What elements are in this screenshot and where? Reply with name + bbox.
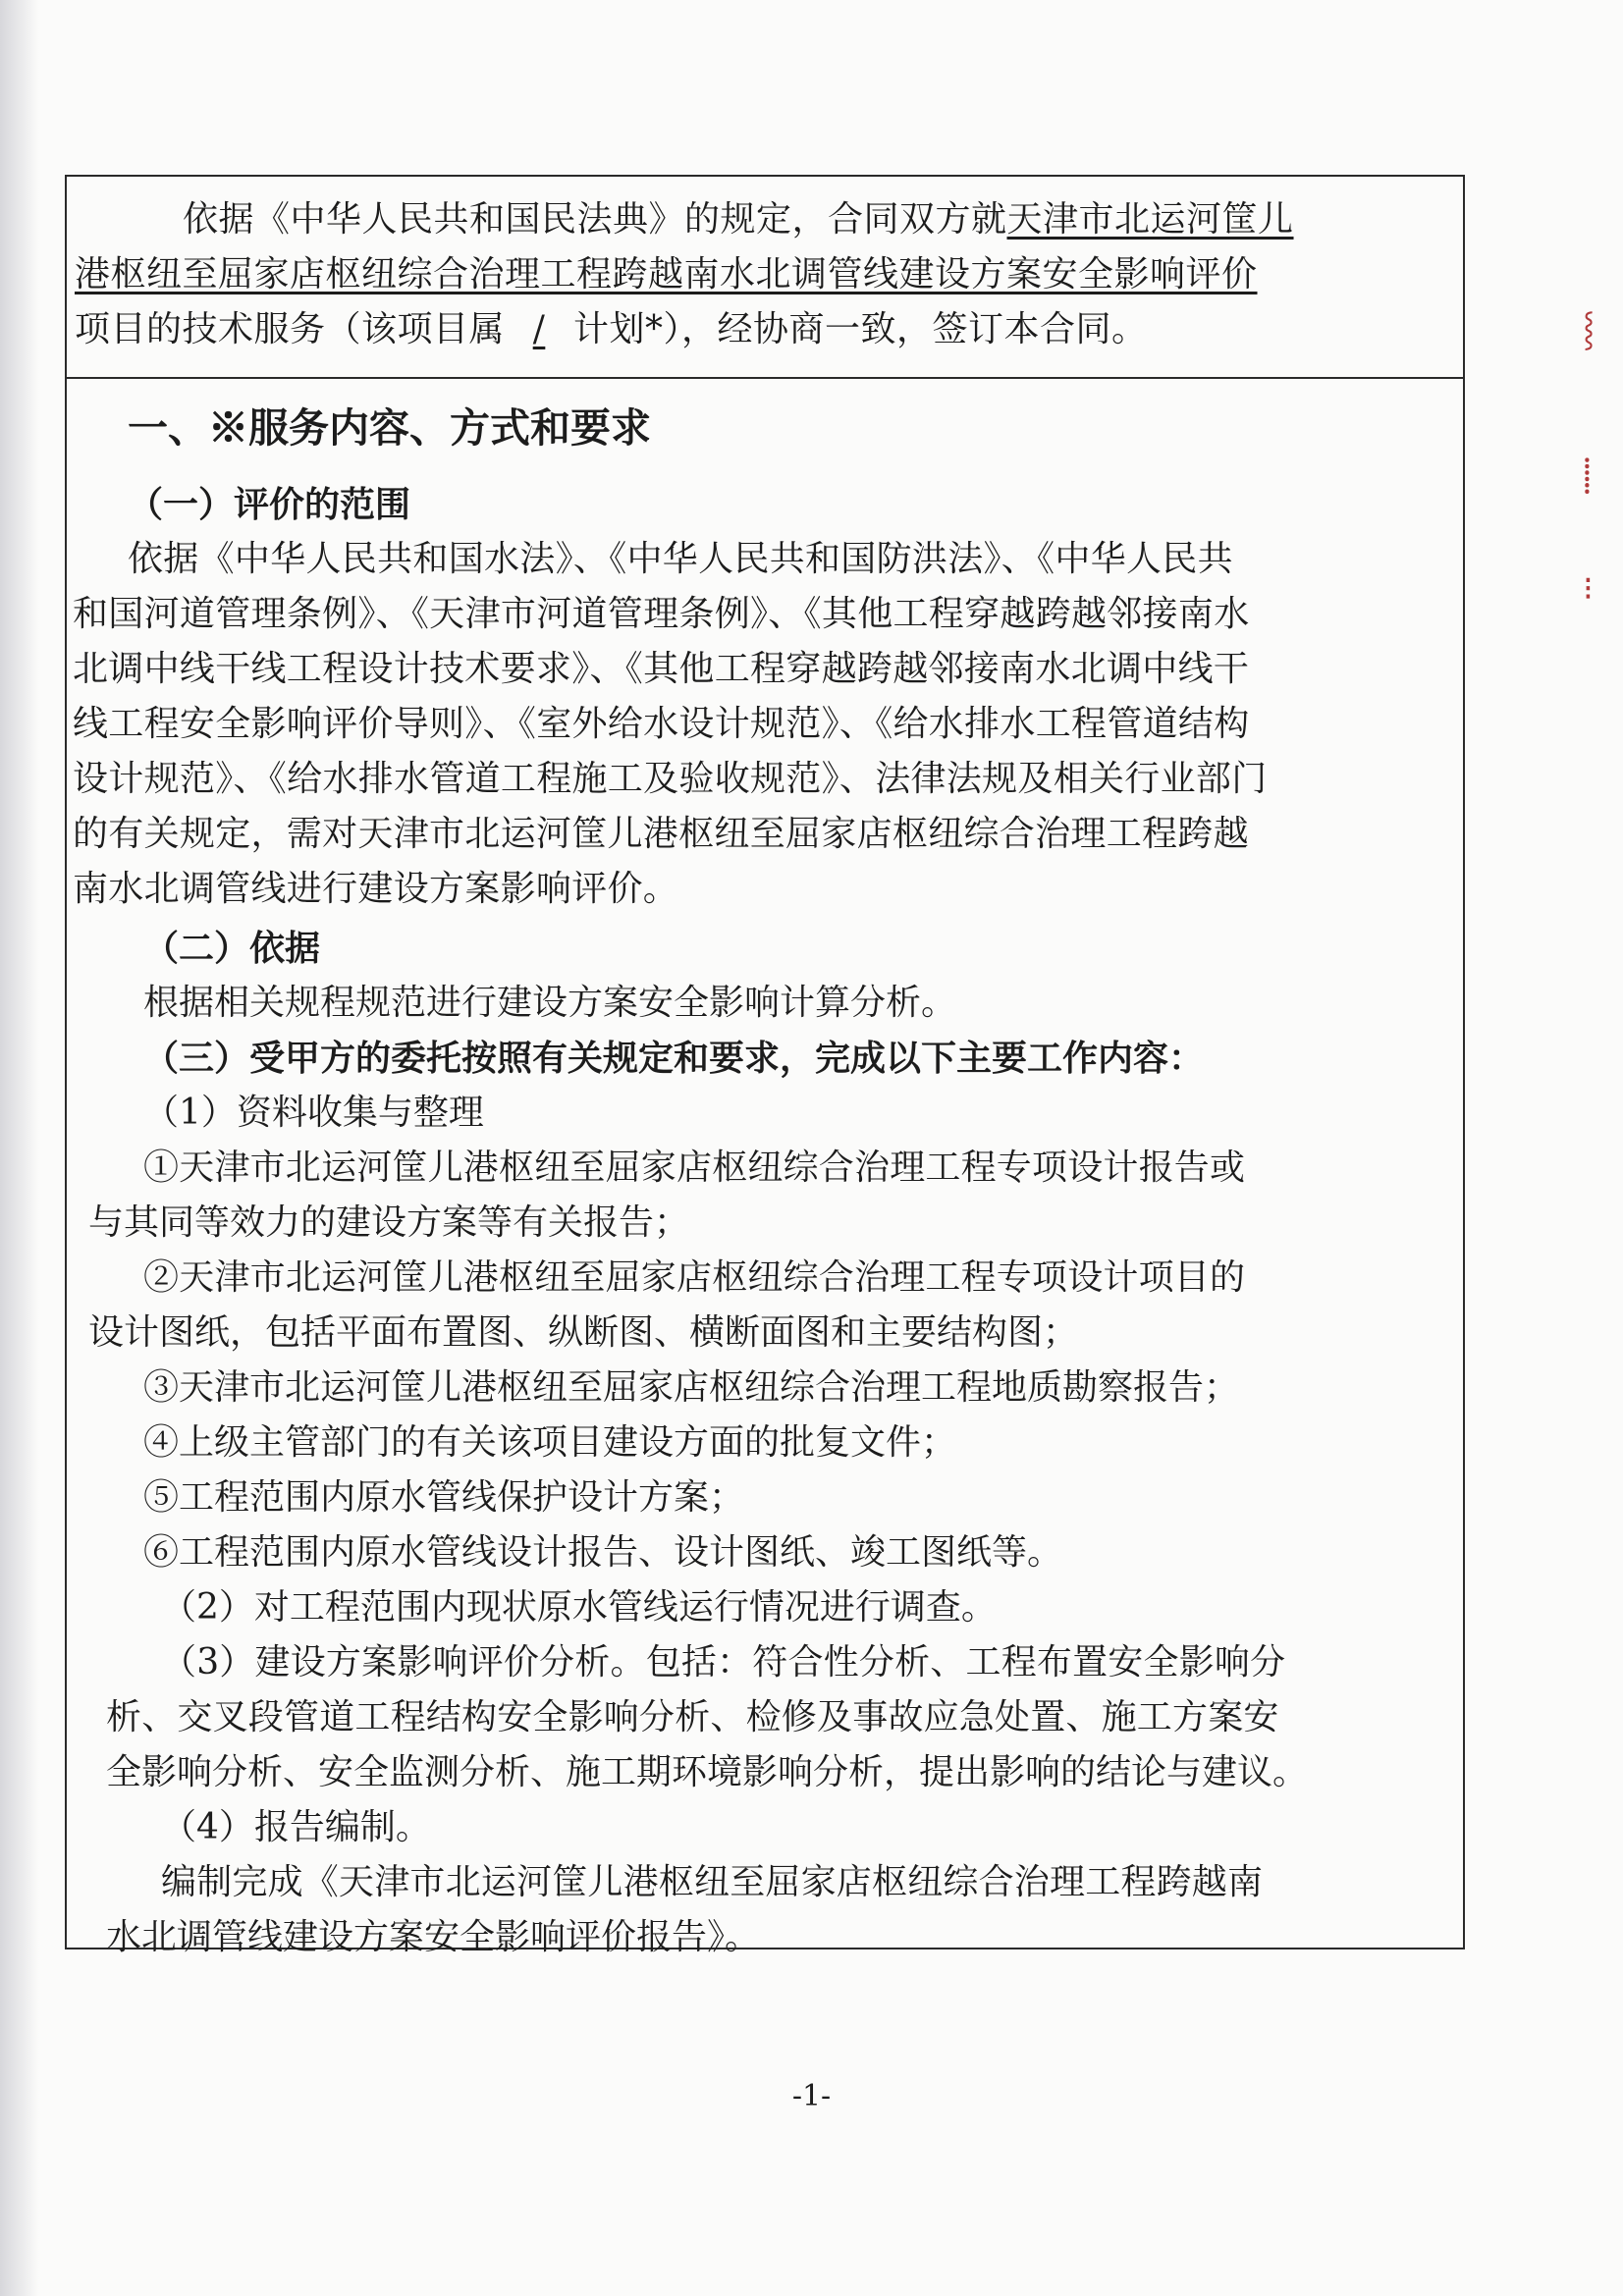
- report-title-line: 水北调管线建设方案安全影响评价报告》。: [106, 1917, 761, 1957]
- work-item-2: （2）对工程范围内现状原水管线运行情况进行调查。: [161, 1587, 997, 1628]
- work-item-3-cont: 全影响分析、安全监测分析、施工期环境影响分析，提出影响的结论与建议。: [106, 1752, 1309, 1792]
- work-sub-item: ②天津市北运河筐儿港枢纽至屈家店枢纽综合治理工程专项设计项目的: [143, 1257, 1246, 1298]
- work-heading: （三）受甲方的委托按照有关规定和要求，完成以下主要工作内容：: [143, 1038, 1205, 1079]
- intro-text: 计划*），经协商一致，签订本合同。: [573, 309, 1148, 349]
- scope-line: 的有关规定，需对天津市北运河筐儿港枢纽至屈家店枢纽综合治理工程跨越: [73, 814, 1249, 854]
- contract-frame: [65, 175, 1465, 1957]
- seal-edge-mark: ⸾: [1583, 309, 1596, 348]
- seal-edge-mark: ⸽: [1583, 456, 1592, 496]
- work-item-3: （3）建设方案影响评价分析。包括：符合性分析、工程布置安全影响分: [161, 1642, 1286, 1682]
- scope-heading: （一）评价的范围: [128, 484, 411, 525]
- section-title: 一、※服务内容、方式和要求: [128, 404, 651, 452]
- work-sub-item: ①天津市北运河筐儿港枢纽至屈家店枢纽综合治理工程专项设计报告或: [143, 1148, 1246, 1188]
- report-title-line: 编制完成《天津市北运河筐儿港枢纽至屈家店枢纽综合治理工程跨越南: [161, 1862, 1264, 1902]
- project-name-part-1: 天津市北运河筐儿: [1006, 199, 1294, 240]
- work-sub-item: ④上级主管部门的有关该项目建设方面的批复文件；: [143, 1422, 957, 1463]
- basis-text: 根据相关规程规范进行建设方案安全影响计算分析。: [143, 983, 957, 1023]
- scan-edge-shadow: [0, 0, 39, 2296]
- work-sub-item: ⑥工程范围内原水管线设计报告、设计图纸、竣工图纸等。: [143, 1532, 1063, 1573]
- work-item-1: （1）资料收集与整理: [143, 1093, 484, 1133]
- project-name-part-2: 港枢纽至屈家店枢纽综合治理工程跨越南水北调管线建设方案安全影响评价: [75, 254, 1258, 294]
- intro-line-1: [183, 196, 1294, 243]
- basis-heading: （二）依据: [143, 928, 321, 969]
- work-sub-item: 与其同等效力的建设方案等有关报告；: [88, 1202, 690, 1243]
- work-sub-item: 设计图纸，包括平面布置图、纵断图、横断面图和主要结构图；: [88, 1312, 1079, 1353]
- scope-line: 和国河道管理条例》、《天津市河道管理条例》、《其他工程穿越跨越邻接南水: [73, 594, 1250, 634]
- seal-edge-mark: ⁝: [1583, 569, 1594, 609]
- scope-line: 南水北调管线进行建设方案影响评价。: [73, 869, 679, 909]
- scope-line: 线工程安全影响评价导则》、《室外给水设计规范》、《给水排水工程管道结构: [73, 704, 1250, 744]
- work-item-3-cont: 析、交叉段管道工程结构安全影响分析、检修及事故应急处置、施工方案安: [106, 1697, 1279, 1737]
- scope-line: 北调中线干线工程设计技术要求》、《其他工程穿越跨越邻接南水北调中线干: [73, 649, 1250, 689]
- scope-line: 依据《中华人民共和国水法》、《中华人民共和国防洪法》、《中华人民共: [128, 539, 1233, 579]
- work-sub-item: ⑤工程范围内原水管线保护设计方案；: [143, 1477, 745, 1518]
- intro-line-3: [75, 306, 1148, 353]
- work-item-4: （4）报告编制。: [161, 1807, 431, 1847]
- page-number: -1-: [791, 2079, 832, 2113]
- intro-text: 项目的技术服务（该项目属: [75, 309, 506, 349]
- work-sub-item: ③天津市北运河筐儿港枢纽至屈家店枢纽综合治理工程地质勘察报告；: [143, 1367, 1240, 1408]
- intro-text: 依据《中华人民共和国民法典》的规定，合同双方就: [183, 199, 1007, 240]
- intro-box: [67, 177, 1463, 379]
- scope-line: 设计规范》、《给水排水管道工程施工及验收规范》、法律法规及相关行业部门: [73, 759, 1268, 799]
- plan-blank: /: [532, 309, 546, 349]
